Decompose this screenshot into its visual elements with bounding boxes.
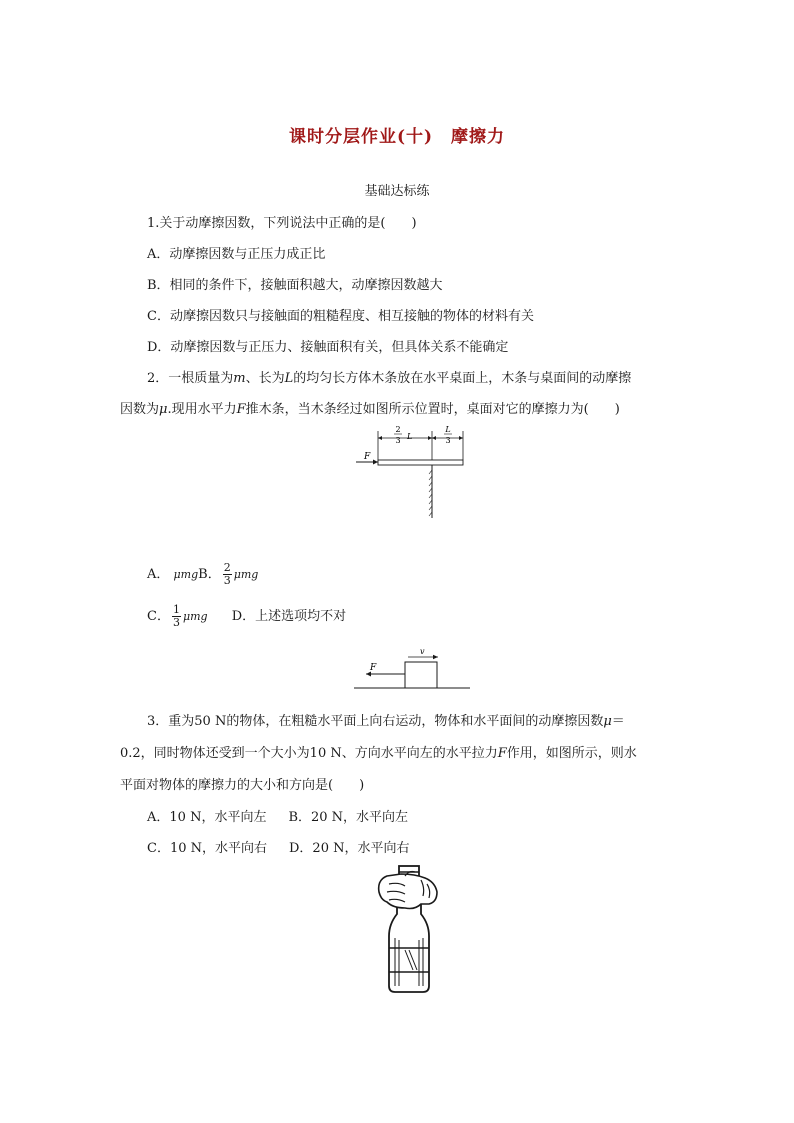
q1-option-b: B．相同的条件下，接触面积越大，动摩擦因数越大 [147,278,443,293]
q2-text: 2．一根质量为 [147,371,234,386]
q2-option-b-fraction [223,562,232,587]
bottle-in-hand-illustration [375,862,441,996]
q3-eq: ＝ [611,714,625,729]
q2-stem-line2 [120,398,620,417]
q2-text: 因数为 [120,402,160,417]
q3-figure-block [352,646,472,694]
q3-stem-line3: 平面对物体的摩擦力的大小和方向是( ) [120,778,365,793]
label-right-den: 3 [445,436,451,445]
q1-option-a: A．动摩擦因数与正压力成正比 [147,247,326,262]
fraction-denominator: 3 [172,616,180,629]
q2-var-mu: μ [159,402,168,417]
q2-option-a-expr: μmg [173,568,199,581]
q2-option-c-label: C． [147,609,170,624]
q2-option-a-label: A． [147,567,170,582]
force-arrowhead [373,460,378,465]
fraction-denominator: 3 [223,574,231,587]
q2-options-cd [147,604,346,629]
q3-option-d: D．20 N，水平向右 [289,841,410,856]
label-left-den: 3 [395,436,401,445]
q2-options-ab [147,562,258,587]
section-heading: 基础达标练 [364,184,430,199]
q2-figure-board-on-table [352,422,472,520]
q2-option-b-label: B． [198,567,221,582]
fraction-numerator: 2 [223,561,231,574]
q3-option-c: C．10 N，水平向右 [147,841,267,856]
q3-text: 3．重为50 N的物体，在粗糙水平面上向右运动，物体和水平面间的动摩擦因数 [147,714,604,729]
q2-text: 、长为 [245,371,285,386]
velocity-arrowhead [433,655,438,659]
q2-text: .现用水平力 [167,402,237,417]
label-left-num: 2 [395,425,401,434]
q3-text: 作用，如图所示，则水 [506,746,637,761]
q1-option-c: C．动摩擦因数只与接触面的粗糙程度、相互接触的物体的材料有关 [147,309,534,324]
q3-stem-line1 [147,710,625,729]
q1-stem: 1.关于动摩擦因数，下列说法中正确的是( ) [147,216,417,231]
velocity-label: v [420,647,425,656]
q3-options-cd [147,837,409,856]
q2-text: 的均匀长方体木条放在水平桌面上，木条与桌面间的动摩擦 [293,371,632,386]
label-right-num: L [445,425,451,434]
q3-var-mu: μ [603,714,612,729]
wooden-board [378,460,463,465]
q2-option-b-expr: μmg [233,568,259,581]
block [405,662,437,688]
q2-var-m: m [233,371,246,386]
q2-text: 推木条，当木条经过如图所示位置时，桌面对它的摩擦力为( ) [245,402,620,417]
q3-options-ab [147,806,408,825]
q1-option-d: D．动摩擦因数与正压力、接触面积有关，但具体关系不能确定 [147,340,509,355]
q2-option-c-fraction [172,604,181,629]
q3-text: 0.2，同时物体还受到一个大小为10 N、方向水平向左的水平拉力 [120,746,498,761]
q2-var-f: F [236,402,246,417]
force-label: F [370,663,377,673]
hand-icon [379,874,437,909]
fraction-numerator: 1 [172,603,180,616]
q2-option-d: D．上述选项均不对 [231,609,347,624]
q2-option-c-expr: μmg [182,610,208,623]
q3-option-b: B．20 N，水平向左 [288,810,409,825]
q3-option-a: A．10 N，水平向左 [147,810,267,825]
label-left-suffix: L [407,432,413,441]
force-label: F [364,452,371,462]
page-title: 课时分层作业(十) 摩擦力 [288,127,506,147]
q3-stem-line2 [120,742,637,761]
q2-stem-line1 [147,367,631,386]
q3-var-f: F [497,746,507,761]
q2-var-l: L [284,371,294,386]
